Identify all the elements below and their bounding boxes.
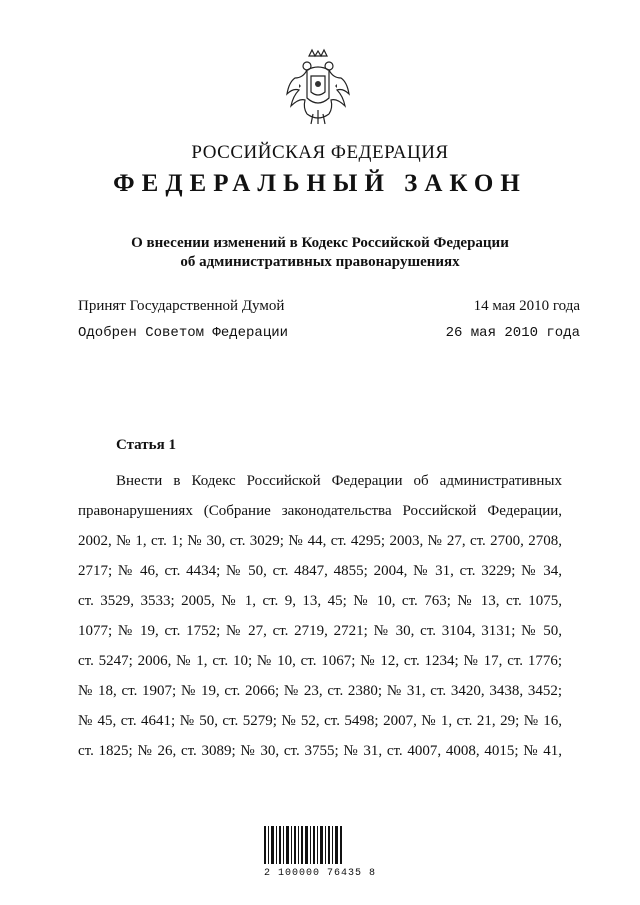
adopted-date: 14 мая 2010 года (473, 298, 580, 314)
article-title: Статья 1 (116, 437, 176, 453)
article-line: 2002, № 1, ст. 1; № 30, ст. 3029; № 44, ст. 4295; 2003, № 27, ст. 2700, 2708, (78, 533, 562, 549)
article-body (78, 466, 562, 766)
subject-line-1: О внесении изменений в Кодекс Российской Федерации (131, 235, 509, 251)
adopted-label: Принят Государственной Думой (78, 298, 285, 314)
article-line: № 45, ст. 4641; № 50, ст. 5279; № 52, ст. 5498; 2007, № 1, ст. 21, 29; № 16, (78, 713, 562, 729)
approved-label: Одобрен Советом Федерации (78, 325, 289, 341)
law-subject (0, 234, 640, 272)
coat-of-arms-icon (285, 48, 351, 126)
article-line: ст. 5247; 2006, № 1, ст. 10; № 10, ст. 1067; № 12, ст. 1234; № 17, ст. 1776; (78, 653, 562, 669)
subject-line-2: об административных правонарушениях (180, 254, 460, 270)
barcode-icon (262, 824, 346, 868)
article-line: 1077; № 19, ст. 1752; № 27, ст. 2719, 2721; № 30, ст. 3104, 3131; № 50, (78, 623, 562, 639)
article-line: 2717; № 46, ст. 4434; № 50, ст. 4847, 4855; 2004, № 31, ст. 3229; № 34, (78, 563, 562, 579)
barcode-number: 2 100000 76435 8 (263, 868, 376, 879)
article-line: ст. 3529, 3533; 2005, № 1, ст. 9, 13, 45; № 10, ст. 763; № 13, ст. 1075, (78, 593, 562, 609)
document-type-heading: ФЕДЕРАЛЬНЫЙ ЗАКОН (113, 170, 527, 197)
article-line: правонарушениях (Собрание законодательства Российской Федерации, (78, 503, 562, 519)
article-line: Внести в Кодекс Российской Федерации об административных (116, 473, 562, 489)
article-line: ст. 1825; № 26, ст. 3089; № 30, ст. 3755; № 31, ст. 4007, 4008, 4015; № 41, (78, 743, 562, 759)
article-line: № 18, ст. 1907; № 19, ст. 2066; № 23, ст. 2380; № 31, ст. 3420, 3438, 3452; (78, 683, 562, 699)
country-heading: РОССИЙСКАЯ ФЕДЕРАЦИЯ (191, 142, 449, 163)
approved-date: 26 мая 2010 года (445, 325, 580, 341)
